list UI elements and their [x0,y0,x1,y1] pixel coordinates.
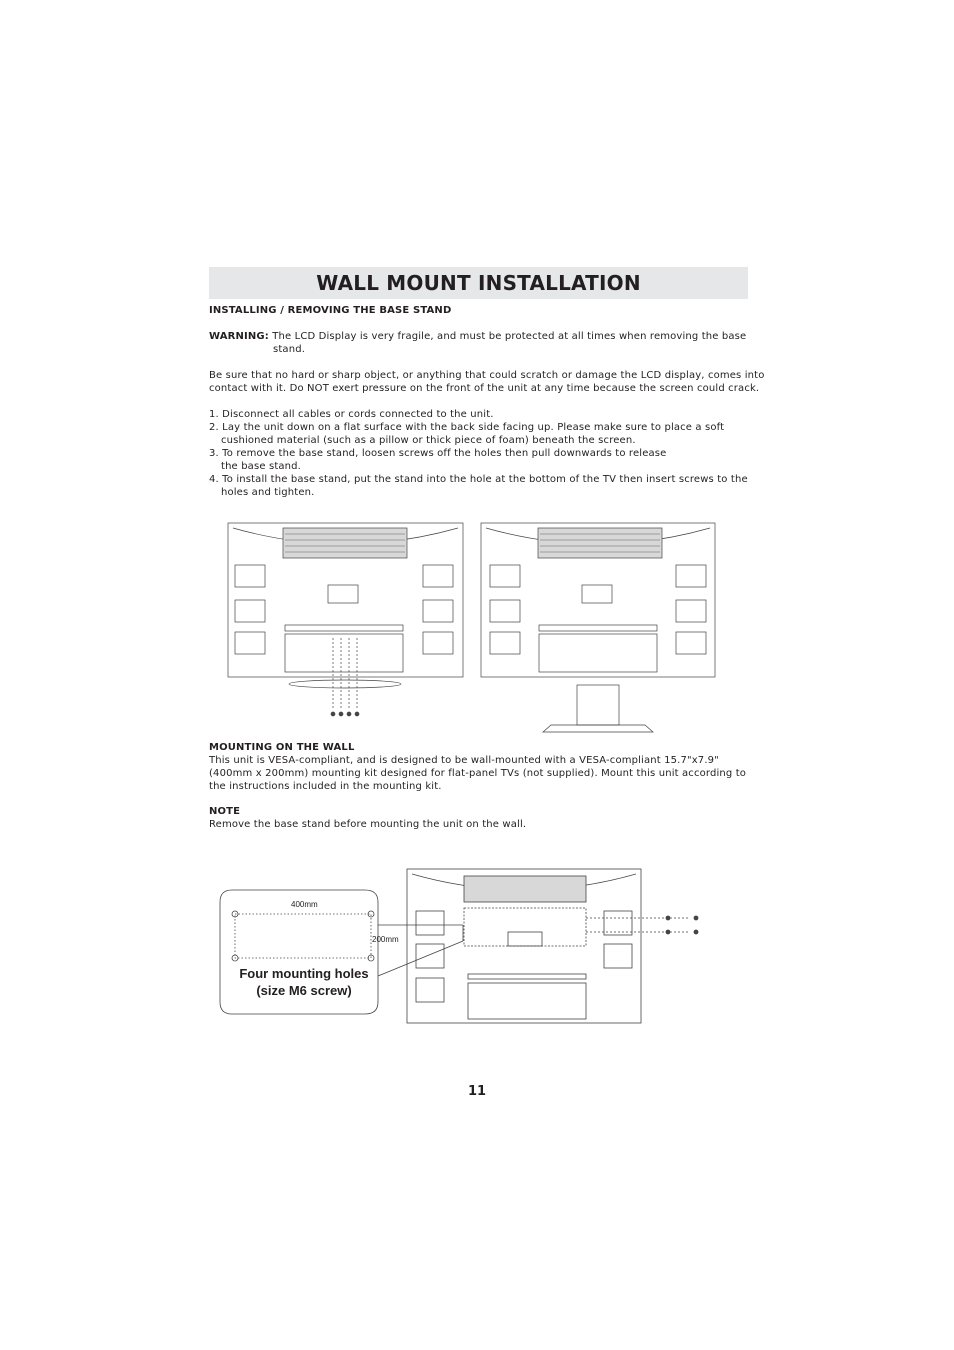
width-dimension-label: 400mm [291,900,318,909]
tv-back-right [481,523,715,732]
step-2-cont: cushioned material (such as a pillow or thick piece of foam) beneath the screen. [221,435,636,446]
page-number: 11 [468,1084,487,1099]
warning-text-1: The LCD Display is very fragile, and must be protected at all times when removing the base [272,331,747,342]
step-2: 2. Lay the unit down on a flat surface with the back side facing up. Please make sure to place a soft [209,422,725,433]
wall-text-2: (400mm x 200mm) mounting kit designed for flat-panel TVs (not supplied). Mount this unit according to [209,768,747,779]
step-3: 3. To remove the base stand, loosen screws off the holes then pull downwards to release [209,448,667,459]
warning-label: WARNING: [209,331,269,342]
caution-text-2: contact with it. Do NOT exert pressure on the front of the unit at any time because the screen could crack. [209,383,760,394]
step-4: 4. To install the base stand, put the stand into the hole at the bottom of the TV then insert screws to the [209,474,748,485]
warning-text-2: stand. [273,344,306,355]
height-dimension-label: 200mm [372,935,399,944]
warning-paragraph [209,330,746,356]
step-1: 1. Disconnect all cables or cords connected to the unit. [209,409,494,420]
tv-back-bottom [407,869,641,1023]
note-text: Remove the base stand before mounting the unit on the wall. [209,819,527,830]
section-heading-base-stand: INSTALLING / REMOVING THE BASE STAND [209,305,452,316]
steps-list [209,408,748,499]
mounting-holes-illustration [218,866,708,1028]
tv-back-left [228,523,463,716]
wall-text-3: the instructions included in the mounting kit. [209,781,442,792]
caution-text-1: Be sure that no hard or sharp object, or anything that could scratch or damage the LCD display, comes into [209,370,765,381]
caution-paragraph [209,369,765,395]
page-title: WALL MOUNT INSTALLATION [316,271,641,295]
step-3-cont: the base stand. [221,461,301,472]
base-stand-illustration [225,520,720,738]
wall-mount-paragraph [209,754,746,793]
callout-line-1: Four mounting holes [239,966,369,981]
section-heading-wall: MOUNTING ON THE WALL [209,742,355,753]
step-4-cont: holes and tighten. [221,487,315,498]
callout-line-2: (size M6 screw) [256,983,352,998]
title-bar [209,267,748,299]
note-heading: NOTE [209,806,241,817]
wall-text-1: This unit is VESA-compliant, and is designed to be wall-mounted with a VESA-compliant 15.7"x7.9" [209,755,719,766]
